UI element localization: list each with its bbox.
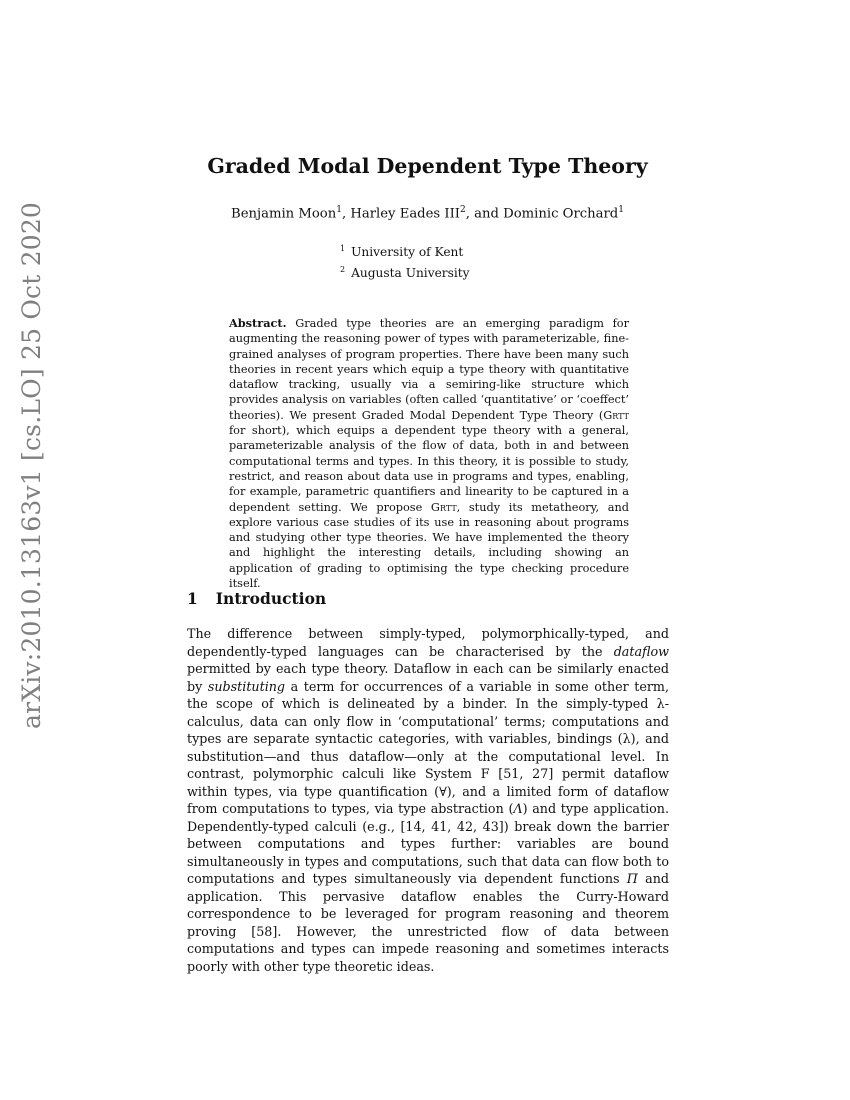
affiliation-mark: 1 — [336, 205, 342, 215]
arxiv-id: arXiv:2010.13163v1 [cs.LO] 25 Oct 2020 — [17, 201, 47, 729]
author-list — [170, 205, 685, 221]
intro-paragraph — [187, 625, 669, 975]
arxiv-identifier-stamp — [12, 201, 52, 729]
section-number: 1 — [187, 589, 198, 608]
abstract-text: Graded type theories are an emerging paradigm for augmenting the reasoning power of types with parameterizable, fine-grained analyses of program properties. There have been many such theories in recent years which equip a type theory with quantitative dataflow tracking, usually via a semiring-like structure which provides analysis on variables (often called ‘quantitative’ or ‘coeffect’ theories). We present Graded Modal Dependent Type Theory ( — [229, 317, 629, 422]
author-name: Dominic Orchard — [503, 206, 619, 222]
author-separator: , — [341, 206, 351, 222]
affiliation-name: Augusta University — [351, 266, 470, 281]
intro-text: a term for occurrences of a variable in some other term, the scope of which is delineated by a binder. In the simply-typed λ-calculus, data can only flow in ‘computational’ terms; computations and types are separate syntactic categories, with variables, bindings (λ), and substitution—and thus dataflow—only at the computational level. In contrast, polymorphic calculi like System F [51, 27] permit dataflow within types, via type quantification (∀), and a limited form of dataflow from computations to types, via type abstraction ( — [187, 678, 669, 816]
affiliation — [340, 240, 520, 261]
section-title: Introduction — [215, 589, 327, 608]
abstract — [229, 316, 629, 591]
paper-title: Graded Modal Dependent Type Theory — [207, 154, 648, 178]
affiliation-name: University of Kent — [351, 245, 464, 260]
intro-text: The difference between simply-typed, polymorphically-typed, and dependently-typed languages can be characterised by the — [187, 626, 669, 659]
grtt-name: Grtt — [430, 500, 457, 514]
affiliation-mark: 2 — [460, 205, 466, 215]
intro-text: and application. This pervasive dataflow enables the Curry-Howard correspondence to be leveraged for program reasoning and theorem proving [58]. However, the unrestricted flow of data between computations and types can impede reasoning and sometimes interacts poorly with other type theoretic ideas. — [187, 871, 669, 974]
affiliation — [340, 261, 520, 282]
author-name: Benjamin Moon — [231, 206, 337, 222]
abstract-text: , study its metatheory, and explore various case studies of its use in reasoning about programs and studying other type theories. We have implemented the theory and highlight the interesting details, including showing an application of grading to optimising the type checking procedure itself. — [229, 500, 629, 591]
intro-emphasis: dataflow — [613, 643, 669, 659]
intro-text: permitted by each type theory. Dataflow in each can be similarly enacted by — [187, 661, 669, 694]
affiliation-mark: 1 — [618, 205, 624, 215]
affiliation-mark: 2 — [340, 265, 346, 275]
intro-emphasis: Λ — [513, 801, 523, 816]
section-heading — [187, 589, 326, 608]
affiliation-mark: 1 — [340, 244, 346, 253]
affiliation-list — [340, 240, 520, 282]
abstract-text: for short), which equips a dependent type theory with a general, parameterizable analysis of the flow of data, both in and between computational terms and types. In this theory, it is possible to study, restrict, and reason about data use in programs and types, enabling, for example, parametric quantifiers and linearity to be captured in a dependent setting. We propose — [229, 424, 629, 514]
grtt-name: Grtt — [603, 408, 629, 422]
intro-emphasis: substituting — [207, 678, 286, 694]
author-name: Harley Eades III — [350, 206, 461, 222]
intro-emphasis: Π — [626, 871, 638, 886]
author-separator: , and — [465, 206, 504, 222]
abstract-label: Abstract. — [229, 316, 287, 330]
intro-text: ) and type application. Dependently-typed calculi (e.g., [14, 41, 42, 43]) break down the barrier between computations and types further: variables are bound simultaneously in types and computations, such that data can flow both to computations and types simultaneously via dependent functions — [187, 801, 669, 886]
